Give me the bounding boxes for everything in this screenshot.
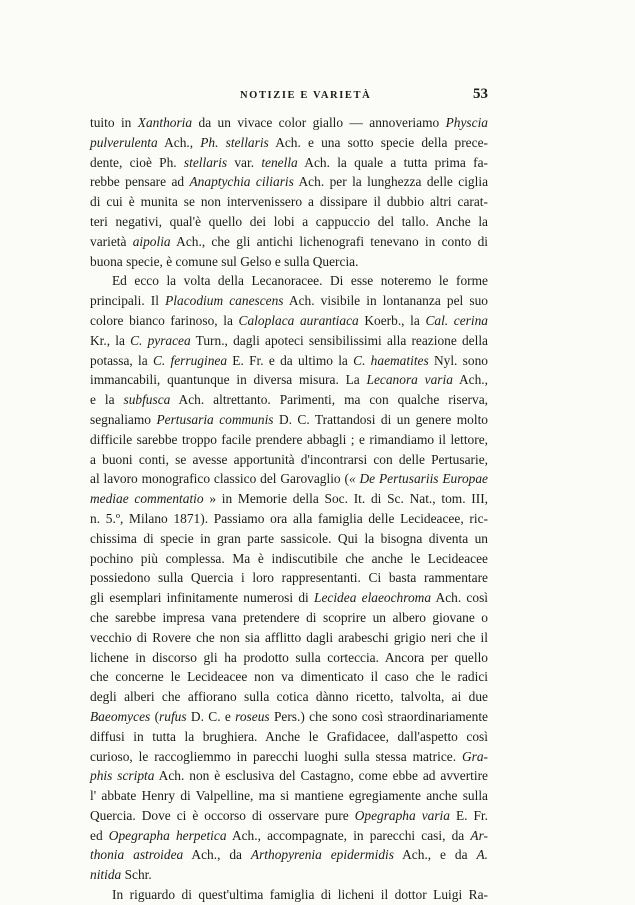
body-text xyxy=(90,113,488,905)
text-run: Koerb., la xyxy=(358,312,426,328)
text-line xyxy=(90,311,488,331)
text-line xyxy=(90,608,488,628)
italic-text: subfusca xyxy=(123,392,171,408)
text-line xyxy=(90,113,488,133)
text-line xyxy=(90,370,488,390)
text-run: diffusi in tutta la brughiera. Anche le Grafidacee, dall'aspetto così xyxy=(90,728,488,744)
text-run: vecchio di Rovere che non sia afflitto dagli arabeschi grigio neri che il xyxy=(90,629,488,645)
text-run: Ach. per la lunghezza delle ciglia xyxy=(293,174,489,190)
text-run: difficile sarebbe troppo facile prendere abbagli ; e rimandiamo il lettore, xyxy=(90,431,488,447)
text-line xyxy=(90,747,488,767)
text-line xyxy=(90,212,488,232)
text-line xyxy=(90,489,488,509)
text-run: Ach., e da xyxy=(393,847,477,863)
italic-text: Opegrapha herpetica xyxy=(108,827,227,843)
running-title: NOTIZIE E VARIETÀ xyxy=(240,90,372,101)
text-run: E. Fr. xyxy=(449,807,488,823)
text-line xyxy=(90,707,488,727)
text-run: da un vivace color giallo — annoveriamo xyxy=(192,115,446,130)
text-line xyxy=(90,192,488,212)
italic-text: phis scripta xyxy=(90,768,155,784)
italic-text: pulverulenta xyxy=(90,134,158,150)
text-line xyxy=(90,885,488,905)
italic-text: Physcia xyxy=(445,115,488,130)
text-line xyxy=(90,826,488,846)
text-run: possiedono sulla Quercia i loro rappresentanti. Ci basta rammentare xyxy=(90,570,488,586)
text-line xyxy=(90,172,488,192)
text-run: colore bianco farinoso, la xyxy=(90,312,239,328)
text-line xyxy=(90,469,488,489)
text-line xyxy=(90,766,488,786)
italic-text: Baeomyces xyxy=(90,708,151,724)
italic-text: Xanthoria xyxy=(137,115,193,130)
text-run: immancabili, quantunque in diversa misura. La xyxy=(90,372,367,388)
text-run: Ach. la quale a tutta prima fa- xyxy=(297,154,488,170)
text-run: a buoni conti, se avesse apportunità d'incontrarsi con delle Pertusarie, xyxy=(90,451,488,467)
text-run: D. C. e xyxy=(186,708,236,724)
text-line xyxy=(90,509,488,529)
text-run: al lavoro monografico classico del Garovaglio ( xyxy=(90,471,349,487)
italic-text: rufus xyxy=(159,708,187,724)
italic-text: C. haematites xyxy=(353,352,429,368)
text-run: Ach. così xyxy=(431,590,488,606)
text-line xyxy=(90,667,488,687)
text-run: l' abbate Henry di Valpelline, ma si mantiene egregiamente anche sulla xyxy=(90,788,488,804)
page-number: 53 xyxy=(473,86,488,102)
text-run: degli alberi che affiorano sulla cotica dànno ricetto, talvolta, ai due xyxy=(90,689,488,705)
text-run: di cui è munita se non intervenissero a dissipare il dubbio altri carat- xyxy=(90,194,488,210)
italic-text: Cal. cerina xyxy=(425,312,488,328)
italic-text: mediae commentatio xyxy=(90,491,204,507)
italic-text: Gra- xyxy=(461,748,488,764)
text-run: Ach. e una sotto specie della prece- xyxy=(268,134,488,150)
text-run: Ach., accompagnate, in parecchi casi, da xyxy=(226,827,471,843)
text-line xyxy=(90,410,488,430)
italic-text: Ph. stellaris xyxy=(200,134,269,150)
text-line xyxy=(90,687,488,707)
text-run: Turn., dagli apoteci sensibilissimi alla reazione della xyxy=(190,332,488,348)
text-line xyxy=(90,628,488,648)
text-run: ( xyxy=(150,708,160,724)
text-run: Nyl. sono xyxy=(428,352,488,368)
text-run: rebbe pensare ad xyxy=(90,174,190,190)
italic-text: C. pyracea xyxy=(130,332,191,348)
text-line xyxy=(90,133,488,153)
text-run: ed xyxy=(90,827,109,843)
text-run: lichene in discorso gli ha prodotto sulla corteccia. Ancora per quello xyxy=(90,649,488,665)
text-run: n. 5.º, Milano 1871). Passiamo ora alla famiglia delle Lecideacee, ric- xyxy=(90,510,488,526)
italic-text: nitida xyxy=(90,867,122,883)
text-line xyxy=(90,232,488,252)
text-run: D. C. Trattandosi di un genere molto xyxy=(273,411,488,427)
text-line xyxy=(90,390,488,410)
text-run: buona specie, è comune sul Gelso e sulla Quercia. xyxy=(90,253,359,269)
text-run: varietà xyxy=(90,233,133,249)
text-run: Ach., xyxy=(452,372,488,388)
text-line xyxy=(90,529,488,549)
italic-text: « De Pertusariis Europae xyxy=(348,471,488,487)
text-line xyxy=(90,845,488,865)
text-run: che sarebbe impresa vana pretendere di scoprire un albero giovane o xyxy=(90,609,488,625)
text-run: tuito in xyxy=(90,115,138,130)
text-run: » in Memorie della Soc. It. di Sc. Nat., tom. III, xyxy=(203,491,489,507)
italic-text: Ar- xyxy=(470,827,488,843)
text-run: Schr. xyxy=(121,867,152,883)
text-line xyxy=(90,727,488,747)
italic-text: aipolia xyxy=(132,233,171,249)
italic-text: Arthopyrenia epidermidis xyxy=(250,847,394,863)
text-run: Ach., xyxy=(157,134,201,150)
text-line xyxy=(90,331,488,351)
italic-text: Opegrapha varia xyxy=(354,807,450,823)
text-run: Ach., da xyxy=(183,847,251,863)
italic-text: stellaris xyxy=(183,154,228,170)
running-header xyxy=(90,88,488,112)
text-line xyxy=(90,865,488,885)
italic-text: Placodium canescens xyxy=(165,293,284,309)
text-line xyxy=(90,252,488,272)
text-line xyxy=(90,786,488,806)
text-line xyxy=(90,153,488,173)
italic-text: C. ferruginea xyxy=(152,352,228,368)
text-run: Ed ecco la volta della Lecanoracee. Di esse noteremo le forme xyxy=(112,273,488,289)
text-run: Quercia. Dove ci è occorso di osservare pure xyxy=(90,807,355,823)
text-run: In riguardo di quest'ultima famiglia di licheni il dottor Luigi Ra- xyxy=(112,887,488,903)
text-run: Ach. altrettanto. Parimenti, ma con qualche riserva, xyxy=(170,392,488,408)
text-run: chissima di specie in gran parte sassicole. Qui la bisogna diventa un xyxy=(90,530,488,546)
text-run: principali. Il xyxy=(90,293,166,309)
text-run: segnaliamo xyxy=(90,411,157,427)
text-run: Ach., che gli antichi lichenografi tenevano in conto di xyxy=(170,233,488,249)
text-line xyxy=(90,806,488,826)
italic-text: roseus xyxy=(235,708,270,724)
italic-text: A. xyxy=(476,847,488,863)
text-line xyxy=(90,588,488,608)
italic-text: thonia astroidea xyxy=(90,847,184,863)
text-run: E. Fr. e da ultimo la xyxy=(227,352,354,368)
text-run: che concerne le Lecideacee non va dimenticato il caso che le radici xyxy=(90,669,488,685)
text-line xyxy=(90,351,488,371)
text-run: Kr., la xyxy=(90,332,131,348)
text-run: var. xyxy=(227,154,262,170)
text-line xyxy=(90,568,488,588)
text-run: pochino più complessa. Ma è indiscutibile che anche le Lecideacee xyxy=(90,550,488,566)
text-run: Pers.) che sono così straordinariamente xyxy=(269,708,488,724)
text-run: teri negativi, qual'è quello dei lobi a cappuccio del tallo. Anche la xyxy=(90,213,488,229)
text-line xyxy=(90,549,488,569)
text-run: e la xyxy=(90,392,124,408)
text-run: Ach. visibile in lontananza pel suo xyxy=(283,293,488,309)
text-line xyxy=(90,271,488,291)
text-run: gli esemplari infinitamente numerosi di xyxy=(90,590,314,606)
text-line xyxy=(90,430,488,450)
italic-text: Caloplaca aurantiaca xyxy=(238,312,359,328)
text-run: dente, cioè Ph. xyxy=(90,154,184,170)
italic-text: Lecidea elaeochroma xyxy=(314,590,432,606)
text-run: curioso, le raccogliemmo in parecchi luoghi sulla stessa matrice. xyxy=(90,748,462,764)
text-line xyxy=(90,291,488,311)
italic-text: Anaptychia ciliaris xyxy=(189,174,294,190)
italic-text: tenella xyxy=(261,154,298,170)
italic-text: Pertusaria communis xyxy=(156,411,274,427)
text-line xyxy=(90,648,488,668)
text-run: potassa, la xyxy=(90,352,153,368)
text-line xyxy=(90,450,488,470)
text-run: Ach. non è esclusiva del Castagno, come ebbe ad avvertire xyxy=(154,768,488,784)
italic-text: Lecanora varia xyxy=(366,372,453,388)
